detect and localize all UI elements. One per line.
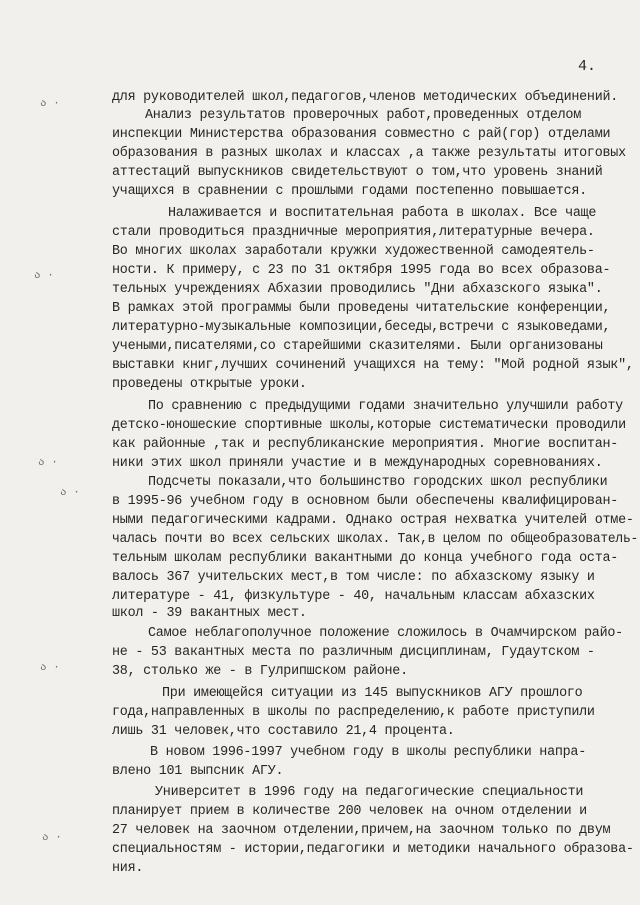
text-line: В рамках этой программы были проведены читательские конференции, [112, 301, 611, 316]
text-line: В новом 1996-1997 учебном году в школы республики напра- [150, 745, 586, 760]
text-line: как районные ,так и республиканские мероприятия. Многие воспитан- [112, 437, 619, 452]
text-line: в 1995-96 учебном году в основном были обеспечены квалифицирован- [112, 494, 619, 509]
text-line: литературе - 41, физкультуре - 40, начальным классам абхазских [112, 589, 595, 604]
text-line: При имеющейся ситуации из 145 выпускников АГУ прошлого [162, 686, 583, 701]
text-line: планирует прием в количестве 200 человек на очном отделении и [112, 804, 587, 819]
text-line: валось 367 учительских мест,в том числе: по абхазскому языку и [112, 570, 595, 585]
text-line: Университет в 1996 году на педагогические специальности [155, 785, 584, 800]
text-line: не - 53 вакантных места по различным дисциплинам, Гудаутском - [112, 645, 595, 660]
text-line: проведены открытые уроки. [112, 377, 307, 392]
text-line: литературно-музыкальные композиции,беседы,встречи с языковедами, [112, 320, 611, 335]
text-line: инспекции Министерства образования совместно с рай(гор) отделами [112, 127, 611, 142]
text-line: Налаживается и воспитательная работа в школах. Все чаще [168, 206, 597, 221]
text-line: специальностям - истории,педагогики и методики начального образова- [112, 842, 634, 857]
margin-mark: ა · [34, 270, 54, 282]
margin-mark: ა · [40, 98, 60, 110]
page-number: 4. [578, 58, 597, 75]
text-line: тельных учреждениях Абхазии проводились "Дни абхазского языка". [112, 282, 603, 297]
text-line: года,направленных в школы по распределению,к работе приступили [112, 705, 595, 720]
text-line: школ - 39 вакантных мест. [112, 606, 307, 621]
margin-mark: ა · [40, 662, 60, 674]
text-line: ния. [112, 861, 144, 876]
margin-mark: ა · [60, 487, 80, 499]
text-line: 38, столько же - в Гулрипшском районе. [112, 664, 408, 679]
text-line: стали проводиться праздничные мероприятия,литературные вечера. [112, 225, 595, 240]
margin-mark: ა · [38, 457, 58, 469]
text-line: влено 101 выпсник АГУ. [112, 764, 284, 779]
text-line: аттестаций выпускников свидетельствуют о том,что уровень знаний [112, 165, 603, 180]
text-line: учащихся в сравнении с прошлыми годами постепенно повышается. [112, 184, 587, 199]
text-line: ники этих школ приняли участие и в международных соревнованиях. [112, 456, 603, 471]
text-line: чалась почти во всех сельских школах. Так,в целом по общеобразователь- [112, 532, 638, 547]
text-line: образования в разных школах и классах ,а также результаты итоговых [112, 146, 626, 161]
margin-mark: ა · [42, 832, 62, 844]
text-line: тельным школам республики вакантными до конца учебного года оста- [112, 551, 619, 566]
text-line: для руководителей школ,педагогов,членов методических объединений. [112, 90, 619, 105]
text-line: ности. К примеру, с 23 по 31 октября 1995 года во всех образова- [112, 263, 611, 278]
text-line: выставки книг,лучших сочинений учащихся на тему: "Мой родной язык", [112, 358, 634, 373]
text-line: По сравнению с предыдущими годами значительно улучшили работу [148, 399, 623, 414]
text-line: лишь 31 человек,что составило 21,4 процента. [112, 724, 455, 739]
text-line: Анализ результатов проверочных работ,проведенных отделом [145, 108, 581, 123]
text-line: Самое неблагополучное положение сложилось в Очамчирском райо- [148, 626, 623, 641]
text-line: ными педагогическими кадрами. Однако острая нехватка учителей отме- [112, 513, 634, 528]
text-line: Подсчеты показали,что большинство городских школ республики [148, 475, 608, 490]
text-line: Во многих школах заработали кружки художественной самодеятель- [112, 244, 595, 259]
text-line: учеными,писателями,со старейшими сказителями. Были организованы [112, 339, 603, 354]
text-line: 27 человек на заочном отделении,причем,на заочном только по двум [112, 823, 611, 838]
text-line: детско-юношеские спортивные школы,которые систематически проводили [112, 418, 626, 433]
